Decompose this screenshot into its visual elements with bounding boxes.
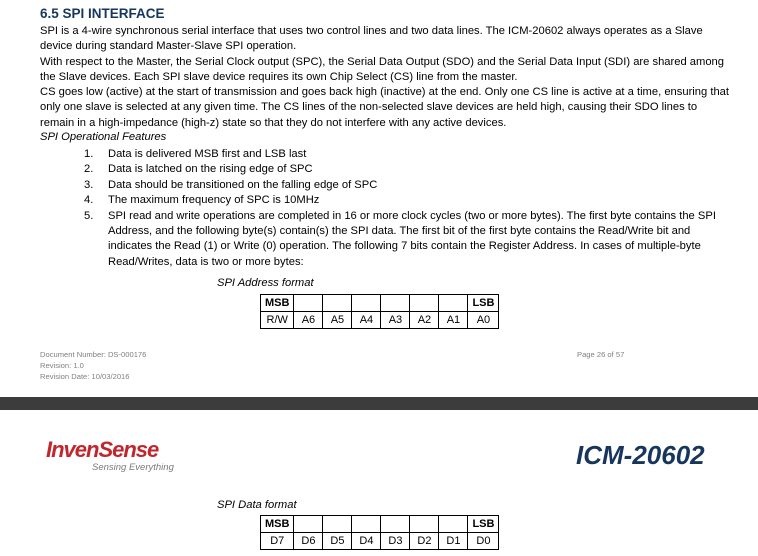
table-cell: D1 (439, 533, 468, 550)
lsb-cell: LSB (468, 295, 499, 312)
list-item (84, 162, 734, 177)
table-cell: A1 (439, 312, 468, 329)
list-item (84, 147, 734, 162)
address-format-caption: SPI Address format (217, 277, 314, 289)
data-format-table (260, 515, 499, 550)
table-cell: A4 (352, 312, 381, 329)
document-number: Document Number: DS-000176 (40, 350, 147, 359)
list-text: The maximum frequency of SPC is 10MHz (108, 194, 320, 207)
table-cell (410, 516, 439, 533)
table-cell: A3 (381, 312, 410, 329)
msb-cell: MSB (261, 295, 294, 312)
revision-date: Revision Date: 10/03/2016 (40, 372, 130, 381)
table-cell (410, 295, 439, 312)
page-break-bar (0, 397, 758, 410)
table-row (261, 516, 499, 533)
address-format-table (260, 294, 499, 329)
page-number: Page 26 of 57 (577, 350, 625, 359)
table-cell: D7 (261, 533, 294, 550)
table-cell: D2 (410, 533, 439, 550)
list-text: Data is latched on the rising edge of SPC (108, 163, 313, 176)
table-cell (439, 516, 468, 533)
company-tagline: Sensing Everything (92, 462, 174, 473)
list-item (84, 209, 734, 271)
list-text: SPI read and write operations are completed in 16 or more clock cycles (two or more bytes). The first byte contains the SPI Address, and the following byte(s) contain(s) the SPI data. The first bit of the first byte contains the Read/Write bit and indicates the Read (1) or Write (0) operation. The following 7 bits contain the Register Address. In cases of multiple-byte Read/Writes, data is two or more bytes: (108, 209, 716, 268)
table-cell: A6 (294, 312, 323, 329)
table-row (261, 533, 499, 550)
table-cell (352, 516, 381, 533)
msb-cell: MSB (261, 516, 294, 533)
table-row (261, 295, 499, 312)
list-number: 5. (84, 209, 94, 222)
table-cell: D3 (381, 533, 410, 550)
list-number: 3. (84, 178, 94, 191)
features-list (84, 147, 734, 270)
table-cell (323, 516, 352, 533)
list-number: 1. (84, 148, 94, 160)
table-cell (323, 295, 352, 312)
list-item (84, 193, 734, 208)
company-logo: InvenSense (46, 437, 159, 462)
list-number: 4. (84, 194, 94, 207)
paragraph-chip-select: CS goes low (active) at the start of transmission and goes back high (inactive) at the end. Only one CS line is active at a time, ensuring that only one slave is selected at any given time. The CS lines of the non-selected slave devices are held high, causing their SDO lines to remain in a high-impedance (high-z) state so that they do not interfere with any active devices. (40, 86, 729, 129)
revision: Revision: 1.0 (40, 361, 84, 370)
table-row (261, 312, 499, 329)
document-footer (40, 349, 146, 382)
features-title: SPI Operational Features (40, 131, 167, 143)
part-number: ICM-20602 (576, 440, 705, 470)
lsb-cell: LSB (468, 516, 499, 533)
table-cell (294, 295, 323, 312)
list-text: Data is delivered MSB first and LSB last (108, 148, 307, 160)
paragraph-shared-lines: With respect to the Master, the Serial Clock output (SPC), the Serial Data Output (SDO) and the Serial Data Input (SDI) are shared among the Slave devices. Each SPI slave device requires its own Chip Select (CS) line from the master. (40, 56, 724, 84)
paragraph-intro: SPI is a 4-wire synchronous serial interface that uses two control lines and two data lines. The ICM-20602 always operates as a Slave device during standard Master-Slave SPI operation. (40, 25, 703, 53)
table-cell (439, 295, 468, 312)
table-cell (381, 516, 410, 533)
table-cell: D6 (294, 533, 323, 550)
table-cell: A5 (323, 312, 352, 329)
data-format-caption: SPI Data format (217, 499, 297, 511)
list-item (84, 178, 734, 193)
table-cell (352, 295, 381, 312)
list-number: 2. (84, 163, 94, 176)
section-heading: 6.5 SPI INTERFACE (40, 6, 165, 21)
table-cell: D5 (323, 533, 352, 550)
table-cell: R/W (261, 312, 294, 329)
table-cell: D4 (352, 533, 381, 550)
table-cell (381, 295, 410, 312)
table-cell: D0 (468, 533, 499, 550)
table-cell: A0 (468, 312, 499, 329)
table-cell (294, 516, 323, 533)
list-text: Data should be transitioned on the falling edge of SPC (108, 178, 378, 191)
table-cell: A2 (410, 312, 439, 329)
